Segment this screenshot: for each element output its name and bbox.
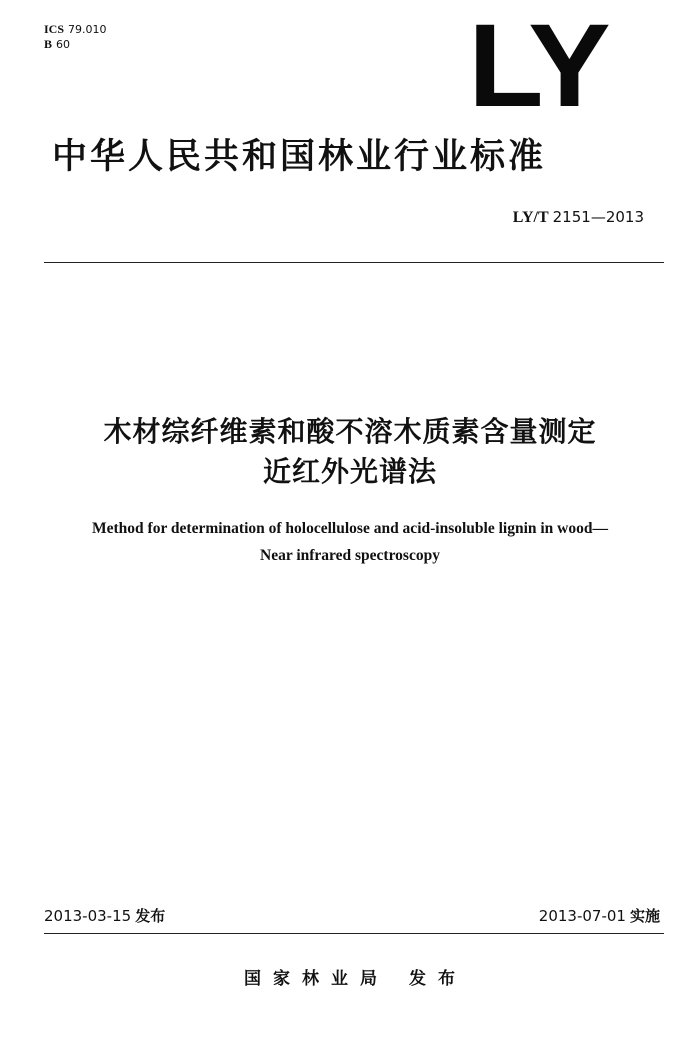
footer-divider xyxy=(44,933,664,934)
classification-codes xyxy=(44,22,107,52)
publisher-action: 发布 xyxy=(409,969,467,989)
issue-date-value: 2013-03-15 xyxy=(44,907,132,925)
implement-date-label: 实施 xyxy=(629,907,660,925)
implement-date-value: 2013-07-01 xyxy=(538,907,626,925)
chinese-title-line-1: 木材综纤维素和酸不溶木质素含量测定 xyxy=(103,415,597,448)
standard-code xyxy=(513,207,644,228)
ics-code xyxy=(44,22,107,37)
ics-label: ICS xyxy=(44,22,65,36)
implement-date xyxy=(539,906,660,926)
class-label: B xyxy=(44,37,53,51)
class-code xyxy=(44,37,107,52)
chinese-title-line-2: 近红外光谱法 xyxy=(262,455,437,488)
issue-date-label: 发布 xyxy=(135,907,166,925)
standard-code-number: 2151—2013 xyxy=(552,208,644,226)
header-divider xyxy=(44,262,664,263)
ics-value: 79.010 xyxy=(68,23,107,36)
english-title-line-2: Near infrared spectroscopy xyxy=(260,547,440,564)
standard-type-title: 中华人民共和国林业行业标准 xyxy=(52,137,547,177)
publisher xyxy=(244,967,467,991)
english-title-line-1: Method for determination of holocellulose and acid-insoluble lignin in wood— xyxy=(92,520,608,537)
issue-date xyxy=(44,906,165,926)
ly-logo: LY xyxy=(468,0,607,132)
class-value: 60 xyxy=(56,38,71,51)
standard-code-prefix: LY/T xyxy=(512,209,549,226)
publisher-org: 国家林业局 xyxy=(244,969,389,989)
